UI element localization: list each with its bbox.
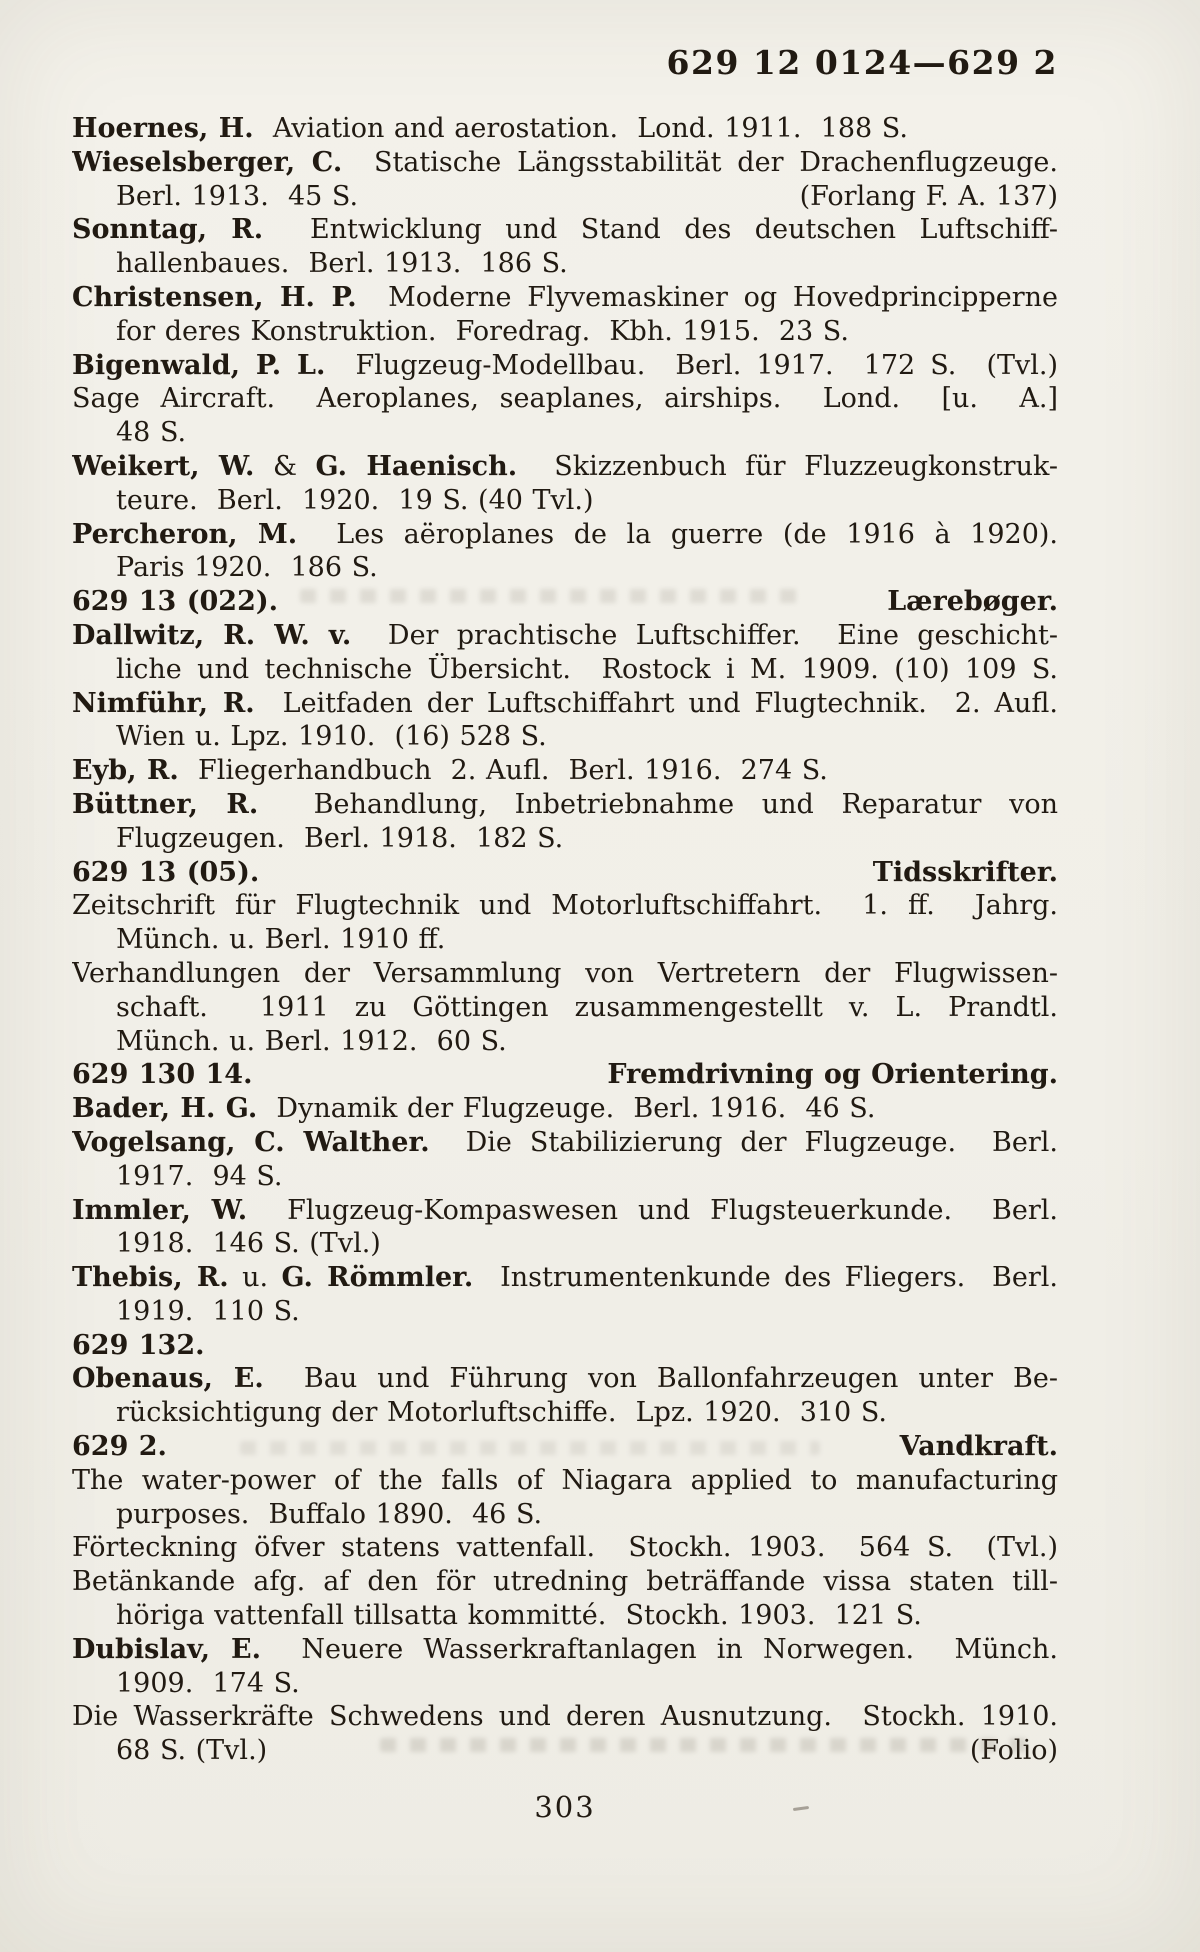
line-text — [72, 1634, 1058, 1665]
line-right-text: Lærebøger. — [887, 586, 1058, 618]
line-right-text: Fremdrivning og Orientering. — [607, 1059, 1058, 1091]
regular-text: Betänkande afg. af den för utredning beträffande vissa staten till- — [72, 1566, 1058, 1598]
bib-entry-line — [72, 1227, 1058, 1261]
bold-text: Wieselsberger, C. — [72, 146, 343, 178]
bib-entry-line — [72, 619, 1058, 653]
regular-text: 1917. 94 S. — [116, 1160, 283, 1192]
line-text — [72, 1363, 1058, 1394]
bib-entry-line — [72, 146, 1058, 180]
line-right-text: (Folio) — [969, 1735, 1058, 1767]
bib-entry-line — [72, 1633, 1058, 1667]
bib-entry-line — [72, 112, 1058, 146]
bib-entry-line — [72, 889, 1058, 923]
regular-text: Wien u. Lpz. 1910. (16) 528 S. — [116, 721, 547, 753]
bib-entry-line — [72, 180, 1058, 214]
bib-entry-line — [72, 518, 1058, 552]
line-text — [116, 1499, 542, 1530]
bold-text: G. Römmler. — [281, 1262, 474, 1294]
regular-text: Flugzeug-Modellbau. Berl. 1917. 172 S. (Tvl.) — [325, 349, 1058, 381]
regular-text: Bau und Führung von Ballonfahrzeugen unter Be- — [263, 1363, 1058, 1395]
bib-entry-line — [72, 349, 1058, 383]
bib-entry-line — [72, 1599, 1058, 1633]
line-text — [72, 350, 1058, 381]
regular-text: hallenbaues. Berl. 1913. 186 S. — [116, 248, 568, 280]
line-text — [116, 823, 563, 854]
line-text — [72, 1566, 1058, 1597]
line-text — [72, 688, 1058, 719]
bold-text: Eyb, R. — [72, 755, 179, 787]
bib-entry-line — [72, 957, 1058, 991]
bib-entry-line — [72, 1126, 1058, 1160]
section-heading-line — [72, 585, 1058, 619]
line-text — [116, 1296, 300, 1327]
regular-text: & — [254, 450, 316, 482]
bold-text: Büttner, R. — [72, 788, 259, 820]
regular-text: Skizzenbuch für Fluzzeugkonstruk- — [517, 450, 1058, 482]
line-text — [116, 1228, 381, 1259]
regular-text: Entwicklung und Stand des deutschen Luftschiff- — [263, 214, 1058, 246]
bold-text: Bader, H. G. — [72, 1093, 258, 1125]
regular-text: Moderne Flyvemaskiner og Hovedprincipperne — [356, 281, 1058, 313]
regular-text: höriga vattenfall tillsatta kommitté. Stockh. 1903. 121 S. — [116, 1600, 922, 1632]
regular-text: purposes. Buffalo 1890. 46 S. — [116, 1498, 543, 1530]
regular-text: Berl. 1913. 45 S. — [116, 180, 359, 212]
bib-entry-line — [72, 1295, 1058, 1329]
line-right-text: (Forlang F. A. 137) — [799, 180, 1058, 212]
line-text — [116, 1600, 922, 1631]
regular-text: Verhandlungen der Versammlung von Vertretern der Flugwissen- — [72, 957, 1058, 989]
regular-text: Zeitschrift für Flugtechnik und Motorluftschiffahrt. 1. ff. Jahrg. — [72, 890, 1058, 922]
line-right-text: Tidsskrifter. — [872, 856, 1058, 888]
regular-text: 68 S. (Tvl.) — [116, 1735, 268, 1767]
bold-text: Vogelsang, C. Walther. — [72, 1126, 430, 1158]
bold-text: Weikert, W. — [72, 450, 255, 482]
regular-text: Instrumentenkunde des Fliegers. Berl. — [473, 1262, 1058, 1294]
regular-text: Flugzeugen. Berl. 1918. 182 S. — [116, 822, 564, 854]
regular-text: Behandlung, Inbetriebnahme und Reparatur von — [258, 788, 1058, 820]
line-text — [72, 147, 1058, 178]
line-text — [116, 924, 445, 955]
bib-entry-line — [72, 991, 1058, 1025]
regular-text: The water-power of the falls of Niagara applied to manufacturing — [72, 1464, 1058, 1496]
line-text — [72, 1532, 1058, 1563]
line-text — [116, 485, 594, 516]
line-text — [116, 1734, 267, 1768]
bib-entry-line — [72, 754, 1058, 788]
bold-text: Dallwitz, R. W. v. — [72, 619, 352, 651]
regular-text: u. — [228, 1262, 282, 1294]
line-text — [116, 721, 547, 752]
bold-text: 629 13 (05). — [72, 856, 260, 888]
regular-text: Der prachtische Luftschiffer. Eine geschicht- — [351, 619, 1058, 651]
line-text — [116, 316, 849, 347]
line-text — [116, 1397, 887, 1428]
bold-text: Christensen, H. P. — [72, 281, 357, 313]
text-column — [72, 0, 1058, 1824]
line-text — [72, 755, 828, 786]
bib-entry-line — [72, 382, 1058, 416]
bib-entry-line — [72, 1498, 1058, 1532]
line-text — [116, 1161, 283, 1192]
line-text — [116, 992, 1058, 1023]
bib-entry-line — [72, 1160, 1058, 1194]
line-text — [72, 789, 1058, 820]
regular-text: Münch. u. Berl. 1912. 60 S. — [116, 1025, 507, 1057]
bib-entry-line — [72, 1025, 1058, 1059]
regular-text: 1909. 174 S. — [116, 1667, 300, 1699]
section-heading-line — [72, 1058, 1058, 1092]
bold-text: Hoernes, H. — [72, 113, 254, 144]
regular-text: Statische Längsstabilität der Drachenflugzeuge. — [342, 146, 1058, 178]
bib-entry-line — [72, 687, 1058, 721]
bib-entry-line — [72, 1700, 1058, 1734]
running-head-classification-range: 629 12 0124—629 2 — [666, 43, 1058, 82]
bib-entry-line — [72, 923, 1058, 957]
line-text — [72, 383, 1058, 414]
bib-entry-line — [72, 822, 1058, 856]
line-text — [116, 1026, 507, 1057]
line-text — [72, 1195, 1058, 1226]
regular-text: liche und technische Übersicht. Rostock i M. 1909. (10) 109 S. — [116, 653, 1058, 685]
section-heading-line — [72, 1329, 1058, 1363]
bold-text: Sonntag, R. — [72, 214, 264, 246]
bold-text: Immler, W. — [72, 1194, 248, 1226]
regular-text: for deres Konstruktion. Foredrag. Kbh. 1915. 23 S. — [116, 315, 849, 347]
bib-entry-line — [72, 1092, 1058, 1126]
section-heading-line — [72, 1430, 1058, 1464]
line-text — [72, 282, 1058, 313]
line-text — [116, 180, 358, 214]
line-text — [72, 1262, 1058, 1293]
bib-entry-line — [72, 1531, 1058, 1565]
bib-entry-line — [72, 788, 1058, 822]
bib-entry-line — [72, 1667, 1058, 1701]
bib-entry-line — [72, 1396, 1058, 1430]
regular-text: Les aëroplanes de la guerre (de 1916 à 1920). — [297, 518, 1058, 550]
bold-text: 629 13 (022). — [72, 586, 279, 618]
line-text — [72, 1430, 167, 1464]
regular-text: Dynamik der Flugzeuge. Berl. 1916. 46 S. — [257, 1093, 876, 1125]
regular-text: rücksichtigung der Motorluftschiffe. Lpz. 1920. 310 S. — [116, 1397, 887, 1429]
bib-entry-line — [72, 281, 1058, 315]
line-text — [116, 417, 186, 448]
bib-entry-line — [72, 720, 1058, 754]
bold-text: Obenaus, E. — [72, 1363, 264, 1395]
bib-entry-line — [72, 213, 1058, 247]
regular-text: Paris 1920. 186 S. — [116, 552, 378, 584]
regular-text: Sage Aircraft. Aeroplanes, seaplanes, airships. Lond. [u. A.] — [72, 383, 1058, 415]
line-text — [72, 1093, 875, 1124]
line-text — [72, 585, 278, 619]
line-text — [72, 1701, 1058, 1732]
line-text — [116, 654, 1058, 685]
regular-text: 1918. 146 S. (Tvl.) — [116, 1228, 381, 1260]
bib-entry-line — [72, 1362, 1058, 1396]
section-heading-line — [72, 856, 1058, 890]
bold-text: Thebis, R. — [72, 1262, 229, 1294]
bib-entry-line — [72, 1464, 1058, 1498]
bold-text: Percheron, M. — [72, 518, 298, 550]
bold-text: Bigenwald, P. L. — [72, 349, 326, 381]
regular-text: Neuere Wasserkraftanlagen in Norwegen. Münch. — [261, 1633, 1058, 1665]
regular-text: Leitfaden der Luftschiffahrt und Flugtechnik. 2. Aufl. — [254, 687, 1058, 719]
regular-text: Aviation and aerostation. Lond. 1911. 188 S. — [253, 113, 908, 144]
bold-text: 629 132. — [72, 1329, 205, 1361]
bold-text: 629 2. — [72, 1431, 167, 1463]
bib-entry-line — [72, 1194, 1058, 1228]
bib-entry-line — [72, 484, 1058, 518]
line-text — [72, 1058, 253, 1092]
line-text — [72, 856, 259, 890]
page-number: 303 — [534, 1790, 596, 1825]
bib-entry-line — [72, 1565, 1058, 1599]
line-text — [72, 1127, 1058, 1158]
line-text — [72, 890, 1058, 921]
line-text — [72, 958, 1058, 989]
regular-text: 1919. 110 S. — [116, 1295, 300, 1327]
line-text — [72, 1330, 205, 1361]
regular-text: Flugzeug-Kompaswesen und Flugsteuerkunde. Berl. — [247, 1194, 1058, 1226]
line-text — [72, 451, 1058, 482]
bib-entry-line — [72, 653, 1058, 687]
bold-text: Dubislav, E. — [72, 1633, 262, 1665]
line-text — [72, 1465, 1058, 1496]
regular-text: Die Wasserkräfte Schwedens und deren Ausnutzung. Stockh. 1910. — [72, 1701, 1058, 1733]
bib-entry-line — [72, 416, 1058, 450]
bib-entry-line — [72, 247, 1058, 281]
regular-text: Fliegerhandbuch 2. Aufl. Berl. 1916. 274 S. — [178, 755, 828, 787]
regular-text: teure. Berl. 1920. 19 S. (40 Tvl.) — [116, 484, 594, 516]
bib-entry-line — [72, 315, 1058, 349]
bib-entry-line — [72, 551, 1058, 585]
line-text — [116, 1668, 300, 1699]
bib-entry-line — [72, 1261, 1058, 1295]
bold-text: G. Haenisch. — [315, 450, 518, 482]
regular-text: schaft. 1911 zu Göttingen zusammengestellt v. L. Prandtl. — [116, 991, 1058, 1023]
line-text — [116, 248, 568, 279]
line-text — [116, 552, 378, 583]
line-text — [72, 214, 1058, 245]
line-text — [72, 620, 1058, 651]
bib-entry-line — [72, 1734, 1058, 1768]
bold-text: 629 130 14. — [72, 1059, 253, 1091]
line-text — [72, 113, 908, 144]
bibliography-text-block — [72, 112, 1058, 1768]
regular-text: Münch. u. Berl. 1910 ff. — [116, 924, 446, 956]
bib-entry-line — [72, 450, 1058, 484]
regular-text: 48 S. — [116, 417, 187, 449]
regular-text: Förteckning öfver statens vattenfall. Stockh. 1903. 564 S. (Tvl.) — [72, 1532, 1058, 1564]
line-text — [72, 519, 1058, 550]
bold-text: Nimführ, R. — [72, 687, 255, 719]
regular-text: Die Stabilizierung der Flugzeuge. Berl. — [429, 1126, 1058, 1158]
line-right-text: Vandkraft. — [899, 1431, 1058, 1463]
